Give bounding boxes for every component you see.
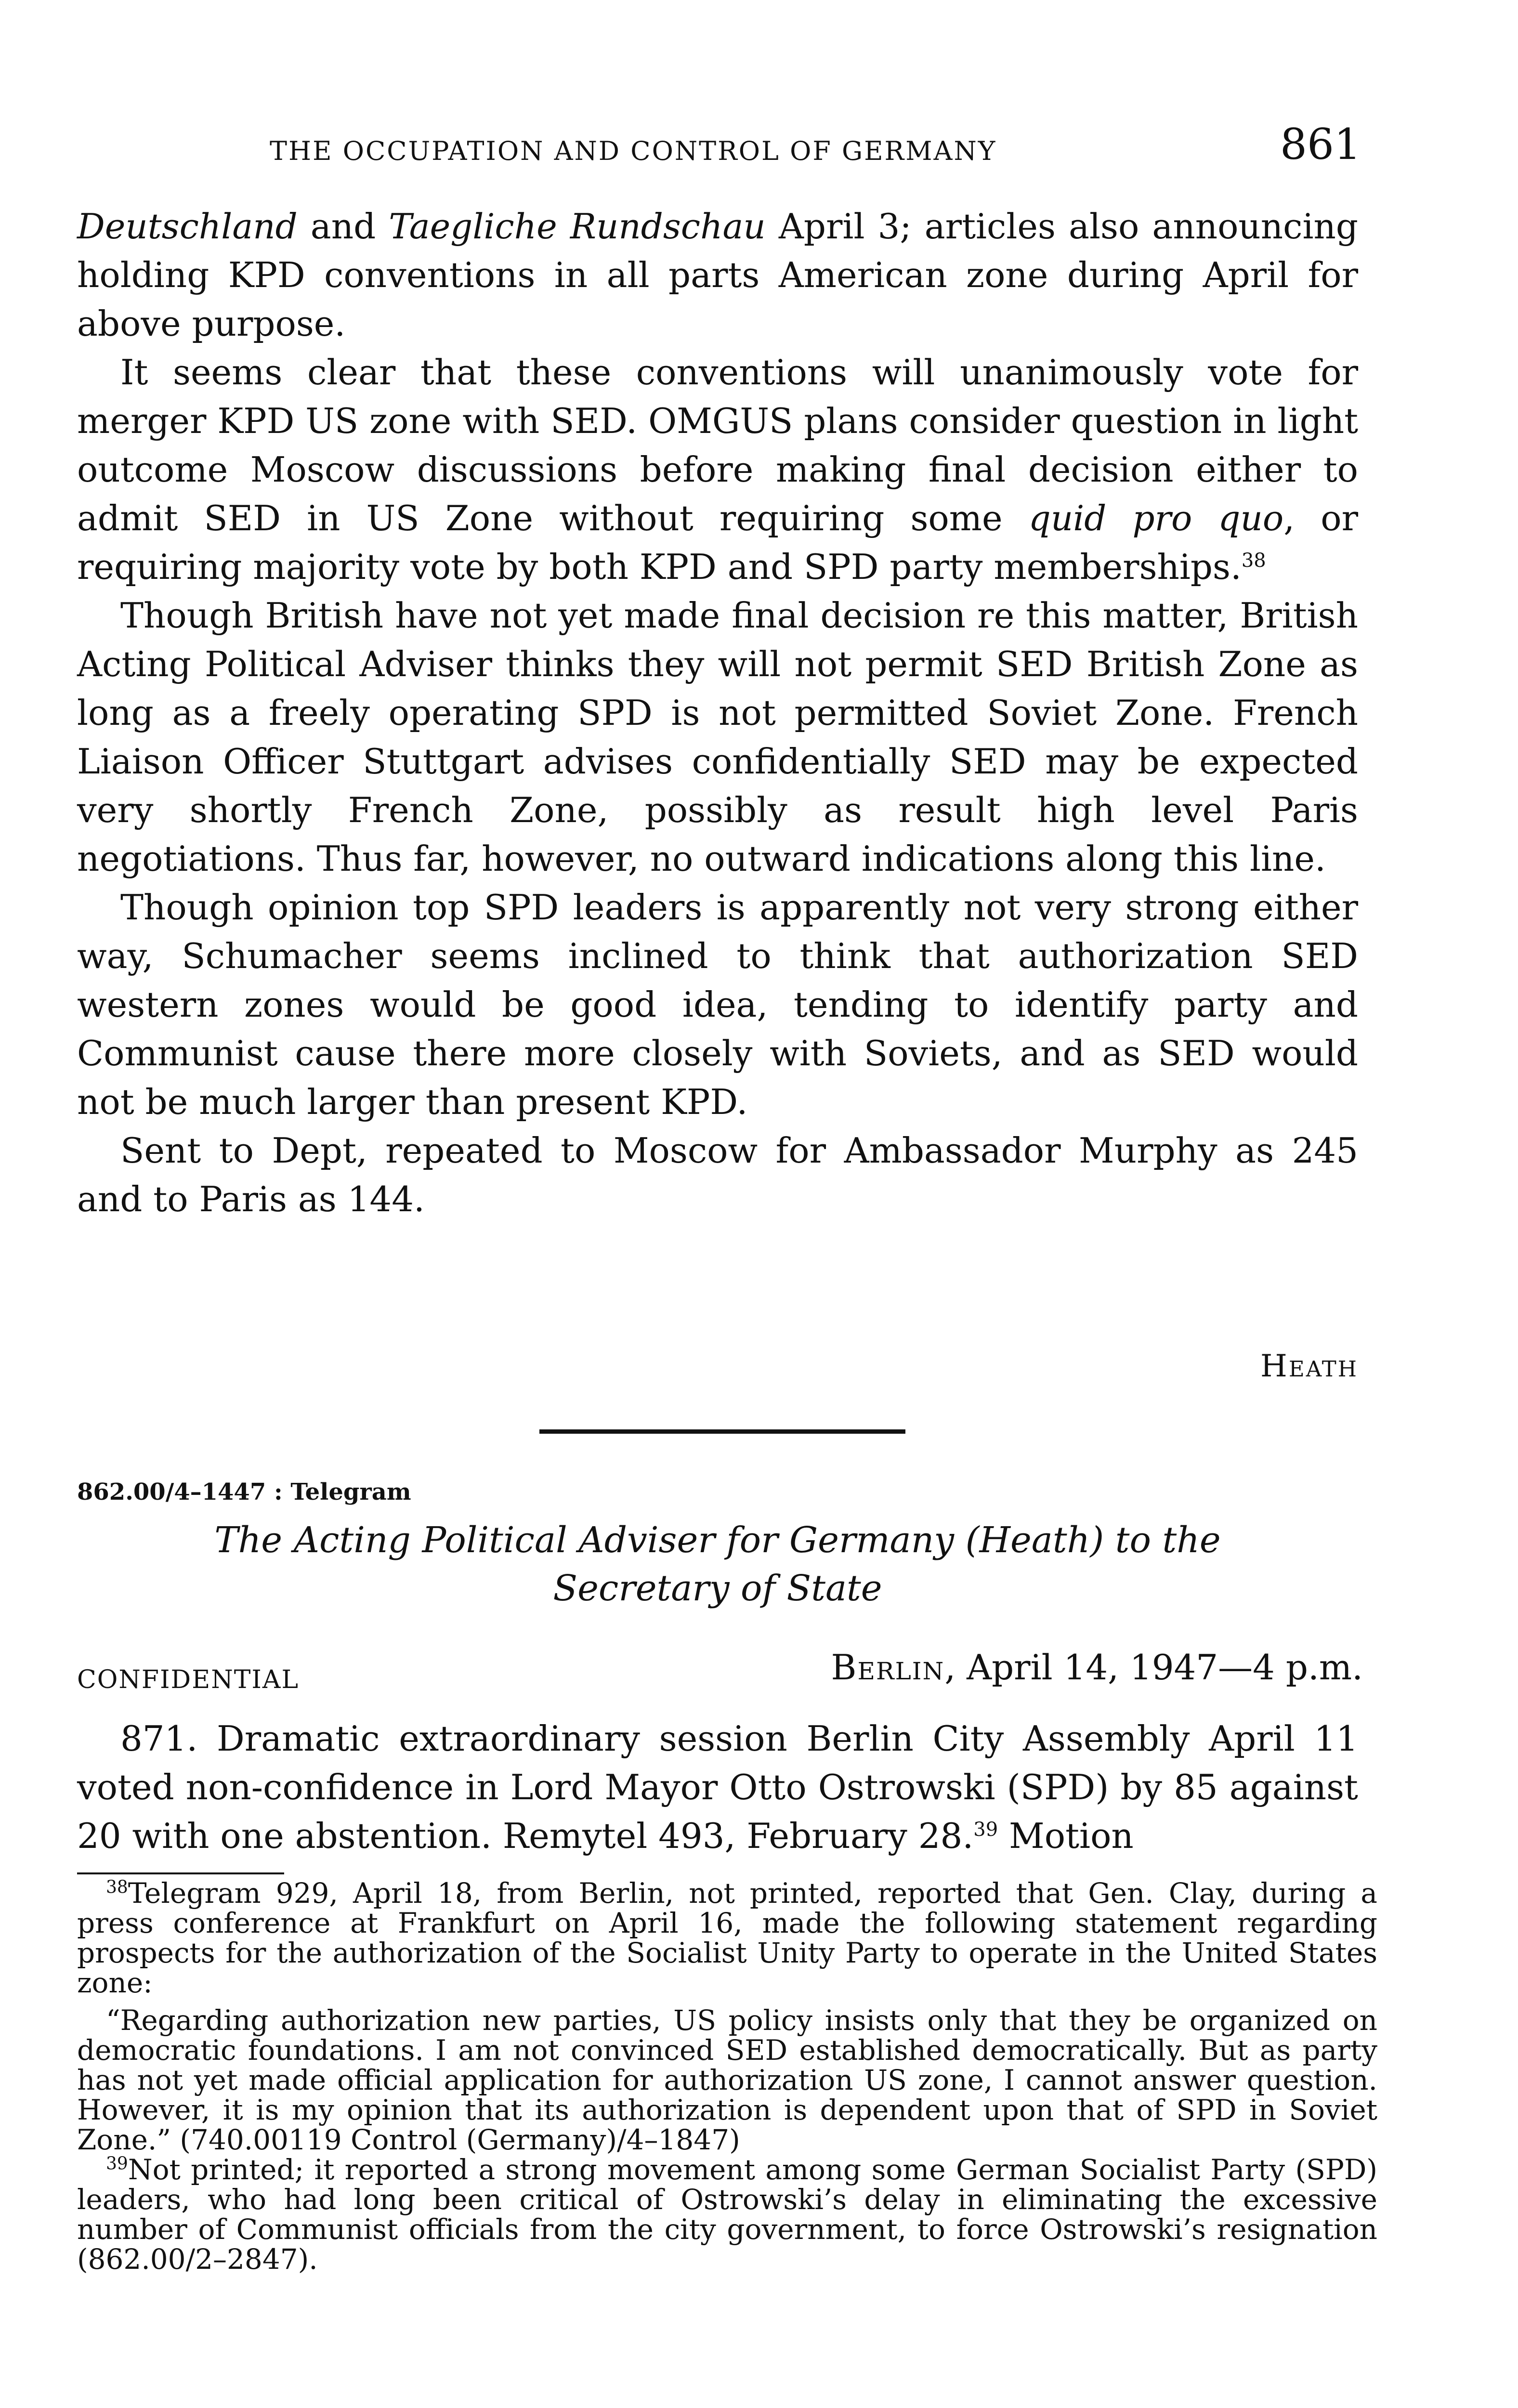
text-run: 871. Dramatic extraordinary session Berlin City Assembly April 11 voted non-confidence in Lord Mayor Otto Ostrowski (SPD) by 85 against 20 with one abstention. Remytel 493, February 28. [77, 1718, 1358, 1856]
footnote-number: 39 [106, 2154, 128, 2174]
dateline [831, 1647, 1363, 1688]
footnote-ref-38: 38 [1241, 550, 1266, 572]
classification: CONFIDENTIAL [77, 1665, 299, 1694]
footnote-number: 38 [106, 1877, 128, 1898]
dateline-place: Berlin [831, 1647, 945, 1688]
paragraph-2 [77, 348, 1358, 591]
text-run: , or requiring majority vote by both KPD and SPD party memberships. [77, 498, 1359, 587]
footnote-39 [77, 2155, 1377, 2274]
continued-text [77, 202, 1358, 1224]
newspaper-name: Taegliche Rundschau [389, 206, 766, 247]
footnote-ref-39: 39 [973, 1819, 998, 1841]
text-run: Motion [998, 1816, 1134, 1856]
document-id: 862.00/4–1447 : Telegram [77, 1479, 411, 1505]
footnote-38 [77, 1878, 1377, 1998]
footnotes [77, 1878, 1377, 2274]
dateline-date: , April 14, 1947—4 p.m. [944, 1647, 1363, 1688]
paragraph-1 [77, 202, 1358, 348]
section-divider [539, 1429, 905, 1434]
text-run: April 3; articles also announcing holding KPD conventions in all parts American zone during April for above purpose. [77, 206, 1358, 344]
footnote-rule [77, 1872, 284, 1874]
paragraph-3: Though British have not yet made final decision re this matter, British Acting Political Adviser thinks they will not permit SED British Zone as long as a freely operating SPD is not permitted Soviet Zone. French Liaison Officer Stuttgart advises confidentially SED may be expected very shortly French Zone, possibly as result high level Paris negotiations. Thus far, however, no outward indications along this line. [77, 595, 1358, 879]
paragraph-4: Though opinion top SPD leaders is apparently not very strong either way, Schumacher seems inclined to think that authorization SED western zones would be good idea, tending to identify party and Communist cause there more closely with Soviets, and as SED would not be much larger than present KPD. [77, 887, 1358, 1122]
text-run: It seems clear that these conventions will unanimously vote for merger KPD US zone with SED. OMGUS plans consider question in light outcome Moscow discussions before making final decision either to admit SED in US Zone without requiring some [77, 352, 1358, 538]
document-title [77, 1516, 1358, 1612]
newspaper-name: Deutschland [77, 206, 298, 247]
telegram-body [77, 1714, 1358, 1860]
telegram-paragraph [77, 1714, 1358, 1860]
latin-phrase: quid pro quo [1028, 498, 1284, 538]
title-line-1: The Acting Political Adviser for Germany (Heath) to the [214, 1519, 1221, 1561]
running-title: THE OCCUPATION AND CONTROL OF GERMANY [270, 136, 997, 166]
page-number: 861 [1280, 119, 1361, 169]
footnote-text: Not printed; it reported a strong movement among some German Socialist Party (SPD) leaders, who had long been critical of Ostrowski’s delay in eliminating the excessive number of Communist officials from the city government, to force Ostrowski’s resignation (862.00/2–2847). [77, 2153, 1377, 2276]
text-run: and [297, 206, 389, 247]
footnote-text: Telegram 929, April 18, from Berlin, not printed, reported that Gen. Clay, during a press conference at Frankfurt on April 16, made the following statement regarding prospects for the authorization of the Socialist Unity Party to operate in the United States zone: [77, 1877, 1377, 1999]
paragraph-5: Sent to Dept, repeated to Moscow for Ambassador Murphy as 245 and to Paris as 144. [77, 1130, 1358, 1219]
footnote-38-quote: “Regarding authorization new parties, US policy insists only that they be organized on democratic foundations. I am not convinced SED established democratically. But as party has not yet made official application for authorization US zone, I cannot answer question. However, it is my opinion that its authorization is dependent upon that of SPD in Soviet Zone.” (740.00119 Control (Germany)/4–1847) [77, 2004, 1377, 2156]
signature: Heath [1260, 1348, 1358, 1384]
title-line-2: Secretary of State [553, 1568, 882, 1609]
